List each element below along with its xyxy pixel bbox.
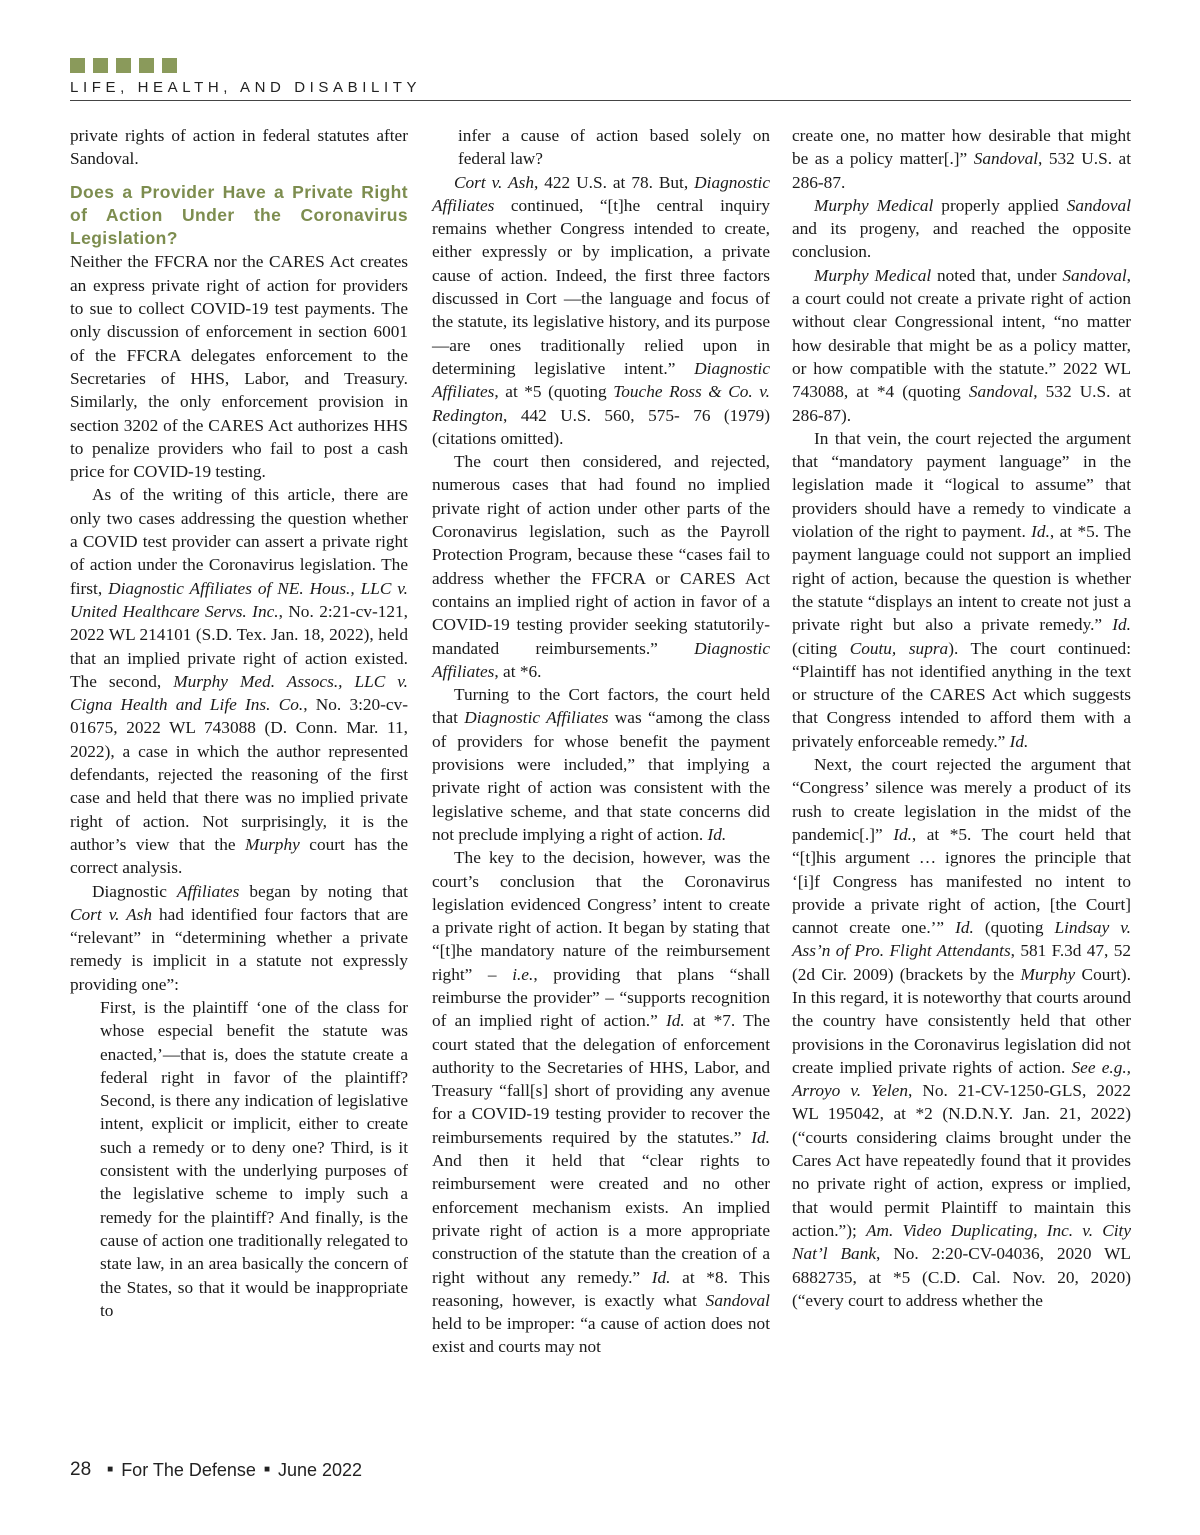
accent-square: [93, 58, 108, 73]
publication-name: For The Defense: [121, 1459, 256, 1480]
block-quote: [100, 996, 408, 1322]
body-paragraph: The court then considered, and rejected, numerous cases that had found no implied private right of action under other parts of the Coronavirus legislation, such as the Payroll Protection Program, because these “cases fail to address whether the FFCRA or CARES Act contains an implied right of action in favor of a COVID-19 testing provider seeking statutorily-mandated reimbursements.” Diagnostic Affiliates, at *6.: [432, 452, 770, 681]
bullet-separator-icon: ■: [107, 1463, 114, 1475]
text-column-2: [432, 124, 770, 1359]
accent-square: [162, 58, 177, 73]
body-paragraph: In that vein, the court rejected the argument that “mandatory payment language” in the legislation made it “logical to assume” that providers should have a remedy to vindicate a violation of the right to payment. Id., at *5. The payment language could not support an implied right of action, because the question is whether the statute “displays an intent to create not just a private right but also a private remedy.” Id. (citing Coutu, supra). The court continued: “Plaintiff has not identified anything in the text or structure of the CARES Act which suggests that Congress intended to afford them with a privately enforceable remedy.” Id.: [792, 428, 1131, 751]
header-rule: [70, 100, 1131, 101]
body-paragraph: Neither the FFCRA nor the CARES Act creates an express private right of action for providers to sue to collect COVID-19 test payments. The only discussion of enforcement in section 6001 of the FFCRA delegates enforcement to the Secretaries of HHS, Labor, and Treasury. Similarly, the only enforcement provision in section 3202 of the CARES Act authorizes HHS to penalize providers who fail to post a cash price for COVID-19 testing.: [70, 252, 408, 482]
text-column-1: [70, 124, 408, 1322]
issue-date: June 2022: [277, 1459, 363, 1480]
body-paragraph: create one, no matter how desirable that might be as a policy matter[.]” Sandoval, 532 U.S. at 286-87.: [792, 126, 1131, 192]
body-paragraph: Murphy Medical noted that, under Sandoval, a court could not create a private right of action without clear Congressional intent, “no matter how desirable that might be as a policy matter, or how compatible with the statute.” 2022 WL 743088, at *4 (quoting Sandoval, 532 U.S. at 286-87).: [792, 265, 1131, 425]
body-paragraph: private rights of action in federal statutes after Sandoval.: [70, 126, 408, 169]
body-paragraph: Diagnostic Affiliates began by noting that Cort v. Ash had identified four factors that are “relevant” in “determining whether a private remedy is implicit in a statute not expressly providing one”:: [70, 881, 408, 994]
block-quote-continued: infer a cause of action based solely on federal law?: [458, 126, 770, 169]
body-paragraph: As of the writing of this article, there are only two cases addressing the question whether a COVID test provider can assert a private right of action under the Coronavirus legislation. The first, Diagnostic Affiliates of NE. Hous., LLC v. United Healthcare Servs. Inc., No. 2:21-cv-121, 2022 WL 214101 (S.D. Tex. Jan. 18, 2022), held that an implied private right of action existed. The second, Murphy Med. Assocs., LLC v. Cigna Health and Life Ins. Co., No. 3:20-cv-01675, 2022 WL 743088 (D. Conn. Mar. 11, 2022), a case in which the author represented defendants, rejected the reasoning of the first case and held that there was no implied private right of action. Not surprisingly, it is the author’s view that the Murphy court has the correct analysis.: [70, 485, 409, 878]
bullet-separator-icon: ■: [263, 1463, 270, 1475]
body-paragraph: Turning to the Cort factors, the court held that Diagnostic Affiliates was “among the class of providers for whose benefit the payment provisions were included,” that implying a private right of action was consistent with the legislative scheme, and that state concerns did not preclude implying a right of action. Id.: [432, 685, 771, 844]
body-paragraph: Murphy Medical properly applied Sandoval and its progeny, and reached the opposite conclusion.: [792, 195, 1132, 262]
body-paragraph: Cort v. Ash, 422 U.S. at 78. But, Diagnostic Affiliates continued, “[t]he central inquiry remains whether Congress intended to create, either expressly or by implication, a private cause of action. Indeed, the first three factors discussed in Cort —the language and focus of the statute, its legislative history, and its purpose—are ones traditionally relied upon in determining legislative intent.” Diagnostic Affiliates, at *5 (quoting Touche Ross & Co. v. Redington, 442 U.S. 560, 575- 76 (1979) (citations omitted).: [432, 172, 770, 448]
quote-paragraph: First, is the plaintiff ‘one of the class for whose especial benefit the statute was enacted,’—that is, does the statute create a federal right in favor of the plaintiff? Second, is there any indication of legislative intent, explicit or implicit, either to create such a remedy or to deny one? Third, is it consistent with the underlying purposes of the legislative scheme to imply such a remedy for the plaintiff? And finally, is the cause of action one traditionally relegated to state law, in an area basically the concern of the States, so that it would be inappropriate to: [100, 997, 408, 1320]
page-footer: [70, 1459, 362, 1481]
body-paragraph: The key to the decision, however, was the court’s conclusion that the Coronavirus legislation evidenced Congress’ intent to create a private right of action. It began by stating that “[t]he mandatory nature of the reimbursement right” – i.e., providing that plans “shall reimburse the provider” – “supports recognition of an implied right of action.” Id. at *7. The court stated that the delegation of enforcement authority to the Secretaries of HHS, Labor, and Treasury “fall[s] short of providing any avenue for a COVID-19 testing provider to recover the reimbursements required by the statutes.” Id. And then it held that “clear rights to reimbursement were created and no other enforcement mechanism exists. An implied private right of action is a more appropriate construction of the statute than the creation of a right without any remedy.” Id. at *8. This reasoning, however, is exactly what Sandoval held to be improper: “a cause of action does not exist and courts may not: [432, 848, 770, 1357]
section-heading: Does a Provider Have a Private Right of Action Under the Coronavirus Legislation?: [70, 181, 408, 249]
text-column-3: [792, 124, 1131, 1312]
accent-square: [70, 58, 85, 73]
accent-square: [116, 58, 131, 73]
section-title: LIFE, HEALTH, AND DISABILITY: [70, 79, 422, 96]
header-accent-squares: [70, 58, 177, 73]
body-paragraph: Next, the court rejected the argument that “Congress’ silence was merely a product of its rush to create legislation in the midst of the pandemic[.]” Id., at *5. The court held that “[t]his argument … ignores the principle that ‘[i]f Congress has manifested no intent to provide a private right of action, [the Court] cannot create one.’” Id. (quoting Lindsay v. Ass’n of Pro. Flight Attendants, 581 F.3d 47, 52 (2d Cir. 2009) (brackets by the Murphy Court). In this regard, it is noteworthy that courts around the country have consistently held that other provisions in the Coronavirus legislation did not create implied private rights of action. See e.g., Arroyo v. Yelen, No. 21-CV-1250-GLS, 2022 WL 195042, at *2 (N.D.N.Y. Jan. 21, 2022) (“courts considering claims brought under the Cares Act have repeatedly found that it provides no private right of action, express or implied, that would permit Plaintiff to maintain this action.”); Am. Video Duplicating, Inc. v. City Nat’l Bank, No. 2:20-CV-04036, 2020 WL 6882735, at *5 (C.D. Cal. Nov. 20, 2020) (“every court to address whether the: [792, 755, 1132, 1310]
accent-square: [139, 58, 154, 73]
page-number: 28: [70, 1459, 92, 1480]
